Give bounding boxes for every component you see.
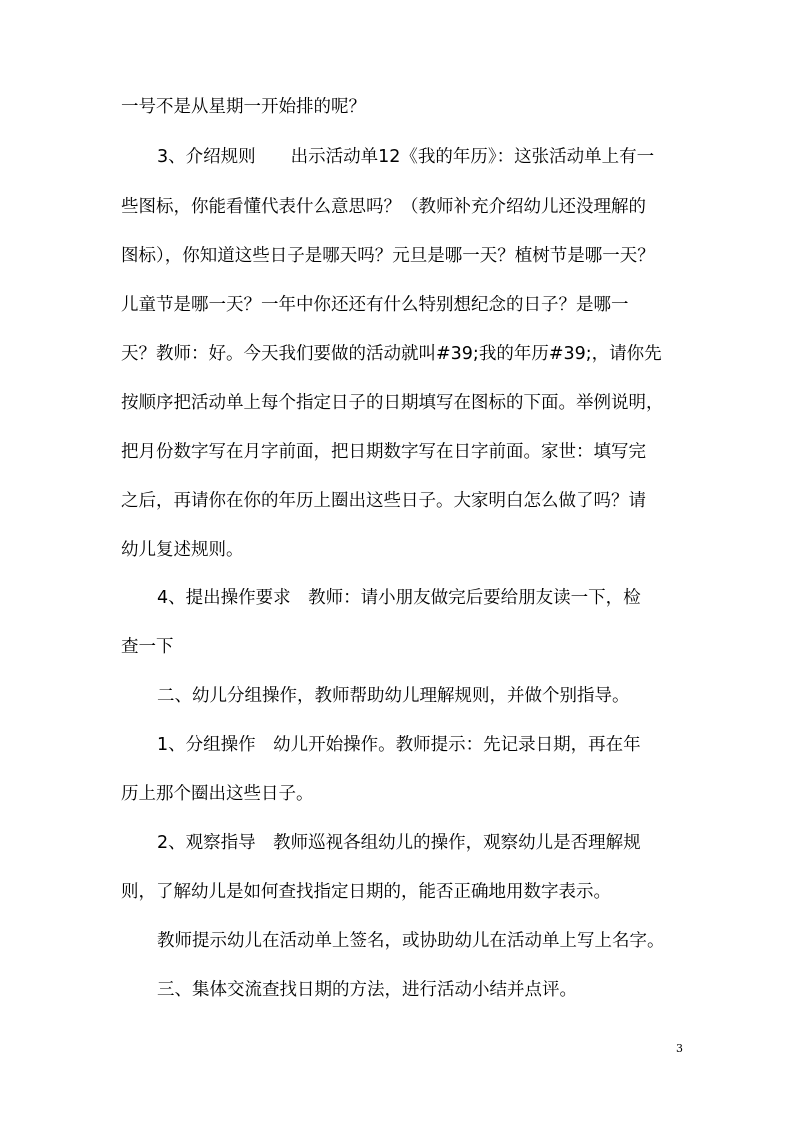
- text-line: 之后，再请你在你的年历上圈出这些日子。大家明白怎么做了吗？请: [121, 491, 646, 511]
- text-line: 天？教师：好。今天我们要做的活动就叫#39;我的年历#39;，请你先: [121, 344, 662, 364]
- text-line: 1、分组操作 幼儿开始操作。教师提示：先记录日期，再在年: [157, 735, 641, 755]
- text-line: 一号不是从星期一开始排的呢？: [121, 97, 366, 117]
- text-line: 些图标，你能看懂代表什么意思吗？（教师补充介绍幼儿还没理解的: [121, 197, 646, 217]
- text-line: 历上那个圈出这些日子。: [121, 784, 314, 804]
- page-number: 3: [676, 1042, 683, 1055]
- text-line: 二、幼儿分组操作，教师帮助幼儿理解规则，并做个别指导。: [157, 686, 630, 706]
- text-line: 查一下: [121, 637, 174, 657]
- text-line: 2、观察指导 教师巡视各组幼儿的操作，观察幼儿是否理解规: [157, 833, 641, 853]
- text-line: 三、集体交流查找日期的方法，进行活动小结并点评。: [157, 980, 577, 1000]
- text-line: 幼儿复述规则。: [121, 540, 244, 560]
- text-line: 则，了解幼儿是如何查找指定日期的，能否正确地用数字表示。: [121, 882, 611, 902]
- text-line: 把月份数字写在月字前面，把日期数字写在日字前面。家世：填写完: [121, 442, 646, 462]
- text-line: 4、提出操作要求 教师：请小朋友做完后要给朋友读一下，检: [157, 588, 641, 608]
- text-line: 儿童节是哪一天？一年中你还还有什么特别想纪念的日子？是哪一: [121, 295, 629, 315]
- text-line: 教师提示幼儿在活动单上签名，或协助幼儿在活动单上写上名字。: [157, 931, 665, 951]
- text-line: 3、介绍规则 出示活动单12《我的年历》：这张活动单上有一: [157, 147, 655, 167]
- text-line: 按顺序把活动单上每个指定日子的日期填写在图标的下面。举例说明，: [121, 393, 664, 413]
- text-line: 图标），你知道这些日子是哪天吗？元旦是哪一天？植树节是哪一天？: [121, 246, 655, 266]
